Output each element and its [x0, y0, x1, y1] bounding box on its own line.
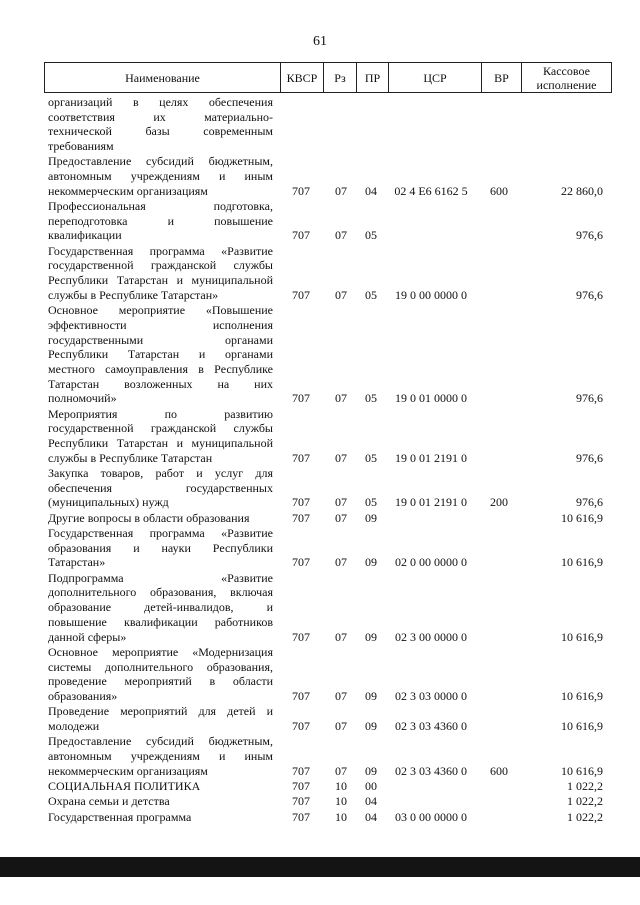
row-name-line: Татарстан»	[48, 555, 106, 570]
cell-amount: 10 616,9	[561, 629, 603, 644]
cell-kvsr: 707	[292, 510, 310, 525]
row-name-line: Охрана семьи и детства	[48, 794, 170, 809]
cell-rz: 07	[335, 183, 347, 198]
row-name-line: СОЦИАЛЬНАЯ ПОЛИТИКА	[48, 779, 201, 793]
cell-kvsr: 707	[292, 718, 310, 733]
cell-csr: 19 0 00 0000 0	[395, 287, 467, 302]
row-name-line: требованиям	[48, 139, 114, 154]
cell-pr: 09	[365, 718, 377, 733]
cell-amount: 10 616,9	[561, 688, 603, 703]
row-name-line: местного самоуправления в Республике	[48, 361, 273, 376]
row-name-line: Республики Татарстан и органами	[48, 347, 273, 362]
table-row	[0, 526, 640, 570]
cell-rz: 07	[335, 510, 347, 525]
row-name-line: государственными органами	[48, 332, 273, 347]
row-name-line: Закупка товаров, работ и услуг для	[48, 466, 273, 481]
cell-kvsr: 707	[292, 794, 310, 809]
cell-kvsr: 707	[292, 555, 310, 570]
cell-rz: 07	[335, 391, 347, 406]
cell-csr: 19 0 01 2191 0	[395, 495, 467, 510]
cell-pr: 05	[365, 391, 377, 406]
row-name-line: Республики Татарстан и муниципальной	[48, 273, 273, 288]
cell-amount: 10 616,9	[561, 510, 603, 525]
table-row	[0, 407, 640, 466]
row-name-line: полномочий»	[48, 391, 117, 406]
cell-csr: 02 3 03 4360 0	[395, 718, 467, 733]
row-name-line: Предоставление субсидий бюджетным,	[48, 154, 273, 169]
table-row	[0, 466, 640, 510]
row-name-line: образования и науки Республики	[48, 540, 273, 555]
cell-rz: 07	[335, 450, 347, 465]
table-row	[0, 511, 640, 526]
cell-pr: 04	[365, 183, 377, 198]
cell-kvsr: 707	[292, 495, 310, 510]
row-name-line: эффективности исполнения	[48, 317, 273, 332]
cell-kvsr: 707	[292, 779, 310, 793]
row-name-line: Государственная программа «Развитие	[48, 526, 273, 541]
table-row	[0, 154, 640, 198]
cell-amount: 976,6	[576, 450, 603, 465]
cell-kvsr: 707	[292, 287, 310, 302]
table-row	[0, 779, 640, 794]
cell-pr: 00	[365, 779, 377, 793]
row-name-line: (муниципальных) нужд	[48, 495, 169, 510]
table-header	[44, 62, 612, 93]
cell-pr: 09	[365, 555, 377, 570]
row-name-line: Республики Татарстан и муниципальной	[48, 436, 273, 451]
row-name-line: Татарстан возложенных на них	[48, 376, 273, 391]
cell-rz: 07	[335, 688, 347, 703]
cell-csr: 03 0 00 0000 0	[395, 809, 467, 824]
cell-kvsr: 707	[292, 183, 310, 198]
table-row	[0, 794, 640, 809]
cell-csr: 19 0 01 2191 0	[395, 450, 467, 465]
header-vr: ВР	[482, 63, 522, 92]
table-row	[0, 303, 640, 406]
table-row	[0, 704, 640, 733]
cell-vr: 600	[490, 763, 508, 778]
row-name-line: Проведение мероприятий для детей и	[48, 704, 273, 719]
cell-pr: 09	[365, 763, 377, 778]
cell-rz: 10	[335, 794, 347, 809]
row-name-line: некоммерческим организациям	[48, 183, 208, 198]
cell-csr: 02 3 00 0000 0	[395, 629, 467, 644]
row-name-line: Мероприятия по развитию	[48, 406, 273, 421]
cell-amount: 976,6	[576, 391, 603, 406]
row-name-line: некоммерческим организациям	[48, 763, 208, 778]
header-kvsr: КВСР	[281, 63, 324, 92]
cell-amount: 976,6	[576, 228, 603, 243]
header-name: Наименование	[45, 63, 281, 92]
cell-pr: 09	[365, 688, 377, 703]
row-name-line: Государственная программа	[48, 809, 192, 824]
table-row	[0, 244, 640, 303]
cell-pr: 04	[365, 794, 377, 809]
cell-kvsr: 707	[292, 228, 310, 243]
row-name-line: службы в Республике Татарстан»	[48, 287, 219, 302]
cell-rz: 10	[335, 779, 347, 793]
row-name-line: Основное мероприятие «Модернизация	[48, 644, 273, 659]
header-rz: Рз	[324, 63, 357, 92]
row-name-line: автономным учреждениям и иным	[48, 748, 273, 763]
cell-rz: 07	[335, 763, 347, 778]
row-name-line: образования»	[48, 688, 118, 703]
scan-edge-bar	[0, 857, 640, 877]
row-name-line: службы в Республике Татарстан	[48, 450, 213, 465]
cell-amount: 976,6	[576, 495, 603, 510]
row-name-line: Предоставление субсидий бюджетным,	[48, 734, 273, 749]
row-name-line: Другие вопросы в области образования	[48, 510, 250, 525]
cell-rz: 07	[335, 287, 347, 302]
cell-kvsr: 707	[292, 391, 310, 406]
row-name-line: государственной гражданской службы	[48, 421, 273, 436]
cell-amount: 1 022,2	[567, 809, 603, 824]
table-row	[0, 571, 640, 645]
cell-pr: 05	[365, 228, 377, 243]
cell-amount: 10 616,9	[561, 763, 603, 778]
row-name-line: данной сферы»	[48, 629, 127, 644]
table-row	[0, 810, 640, 825]
cell-pr: 05	[365, 450, 377, 465]
row-name-line: Подпрограмма «Развитие	[48, 570, 273, 585]
row-name-line: организаций в целях обеспечения	[48, 95, 273, 109]
row-name-line: молодежи	[48, 718, 100, 733]
page-number: 61	[313, 34, 327, 49]
row-name-line: проведение мероприятий в области	[48, 674, 273, 689]
table-row	[0, 199, 640, 243]
row-name-line: квалификации	[48, 228, 122, 243]
cell-kvsr: 707	[292, 450, 310, 465]
table-row	[0, 95, 640, 154]
cell-rz: 07	[335, 718, 347, 733]
cell-amount: 10 616,9	[561, 555, 603, 570]
row-name-line: Государственная программа «Развитие	[48, 243, 273, 258]
header-csr: ЦСР	[389, 63, 482, 92]
row-name-line: Профессиональная подготовка,	[48, 199, 273, 214]
row-name-line: дополнительного образования, включая	[48, 585, 273, 600]
cell-pr: 04	[365, 809, 377, 824]
table-row	[0, 645, 640, 704]
cell-csr: 19 0 01 0000 0	[395, 391, 467, 406]
cell-rz: 07	[335, 629, 347, 644]
table-row	[0, 734, 640, 778]
cell-pr: 09	[365, 629, 377, 644]
cell-amount: 1 022,2	[567, 779, 603, 793]
cell-kvsr: 707	[292, 688, 310, 703]
row-name-line: системы дополнительного образования,	[48, 659, 273, 674]
cell-amount: 22 860,0	[561, 183, 603, 198]
cell-csr: 02 3 03 0000 0	[395, 688, 467, 703]
row-name-line: технической базы современным	[48, 124, 273, 139]
cell-kvsr: 707	[292, 809, 310, 824]
row-name-line: Основное мероприятие «Повышение	[48, 303, 273, 318]
cell-rz: 07	[335, 555, 347, 570]
cell-vr: 200	[490, 495, 508, 510]
cell-pr: 05	[365, 495, 377, 510]
row-name-line: автономным учреждениям и иным	[48, 169, 273, 184]
header-pr: ПР	[357, 63, 389, 92]
row-name-line: соответствия их материально-	[48, 109, 273, 124]
cell-amount: 1 022,2	[567, 794, 603, 809]
cell-kvsr: 707	[292, 629, 310, 644]
cell-csr: 02 4 Е6 6162 5	[394, 183, 468, 198]
cell-csr: 02 3 03 4360 0	[395, 763, 467, 778]
cell-pr: 09	[365, 510, 377, 525]
cell-amount: 976,6	[576, 287, 603, 302]
cell-csr: 02 0 00 0000 0	[395, 555, 467, 570]
row-name-line: переподготовка и повышение	[48, 213, 273, 228]
row-name-line: образование детей-инвалидов, и	[48, 600, 273, 615]
header-amount: Кассовое исполнение	[536, 63, 597, 92]
cell-rz: 07	[335, 228, 347, 243]
cell-vr: 600	[490, 183, 508, 198]
row-name-line: обеспечения государственных	[48, 480, 273, 495]
cell-amount: 10 616,9	[561, 718, 603, 733]
cell-pr: 05	[365, 287, 377, 302]
cell-kvsr: 707	[292, 763, 310, 778]
row-name-line: повышение квалификации работников	[48, 614, 273, 629]
cell-rz: 10	[335, 809, 347, 824]
cell-rz: 07	[335, 495, 347, 510]
row-name-line: государственной гражданской службы	[48, 258, 273, 273]
